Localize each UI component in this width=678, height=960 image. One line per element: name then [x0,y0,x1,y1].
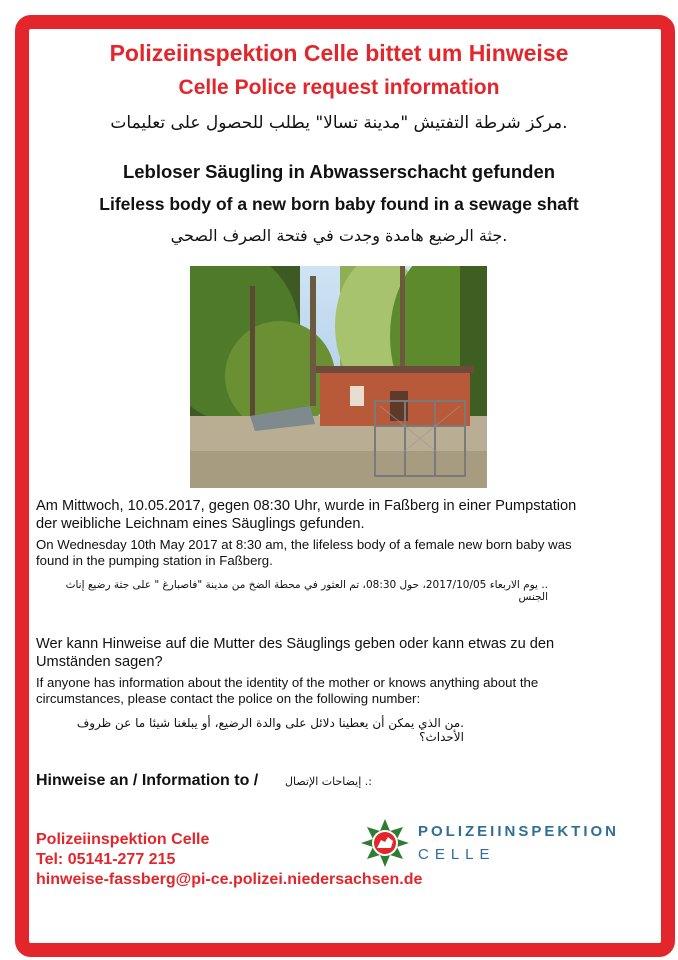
contact-phone[interactable]: Tel: 05141-277 215 [36,851,176,868]
photo-illustration [190,266,487,488]
appeal-english-line2: circumstances, please contact the police on the following number: [36,691,421,706]
title-german: Polizeiinspektion Celle bittet um Hinweise [109,40,569,66]
contact-email[interactable]: hinweise-fassberg@pi-ce.polizei.niedersachsen.de [36,871,423,888]
pumping-station-photo [190,266,487,488]
hint-label: Hinweise an / Information to / [36,772,259,789]
appeal-arabic: .من الذي يمكن أن يعطينا دلائل على والدة الرضيع، أو يبلغنا شيئا ما عن ظروف الأحداث؟ [76,716,464,744]
title-english: Celle Police request information [178,76,500,99]
title-arabic: .مركز شرطة التفتيش "مدينة تسالا" يطلب للحصول على تعليمات [110,113,568,133]
headline-german: Lebloser Säugling in Abwasserschacht gefunden [122,161,556,182]
report-arabic: .. يوم الاربعاء 2017/10/05، حول 08:30، تم العثور في محطة الضخ من مدينة "فاصبارغ " على جثة رضيع إناث الجنس [65,579,548,603]
report-german-line1: Am Mittwoch, 10.05.2017, gegen 08:30 Uhr, wurde in Faßberg in einer Pumpstation [36,498,577,514]
hint-arabic: :. إيضاحات الإتصال [285,775,372,788]
appeal-german-line1: Wer kann Hinweise auf die Mutter des Säuglings geben oder kann etwas zu den [36,636,555,652]
logo-text-line2: CELLE [418,846,496,863]
appeal-english-line1: If anyone has information about the identity of the mother or knows anything about the [36,675,539,690]
report-english-line2: found in the pumping station in Faßberg. [36,553,273,568]
contact-org: Polizeiinspektion Celle [36,831,210,848]
headline-english: Lifeless body of a new born baby found in a sewage shaft [99,194,579,214]
headline-arabic: .جثة الرضيع هامدة وجدت في فتحة الصرف الصحي [170,226,508,245]
report-german-line2: der weibliche Leichnam eines Säuglings gefunden. [36,516,365,532]
report-english-line1: On Wednesday 10th May 2017 at 8:30 am, the lifeless body of a female new born baby was [36,537,572,552]
logo-text-line1: POLIZEIINSPEKTION [418,823,620,840]
police-star-badge-icon [360,818,410,868]
appeal-german-line2: Umständen sagen? [36,654,163,670]
